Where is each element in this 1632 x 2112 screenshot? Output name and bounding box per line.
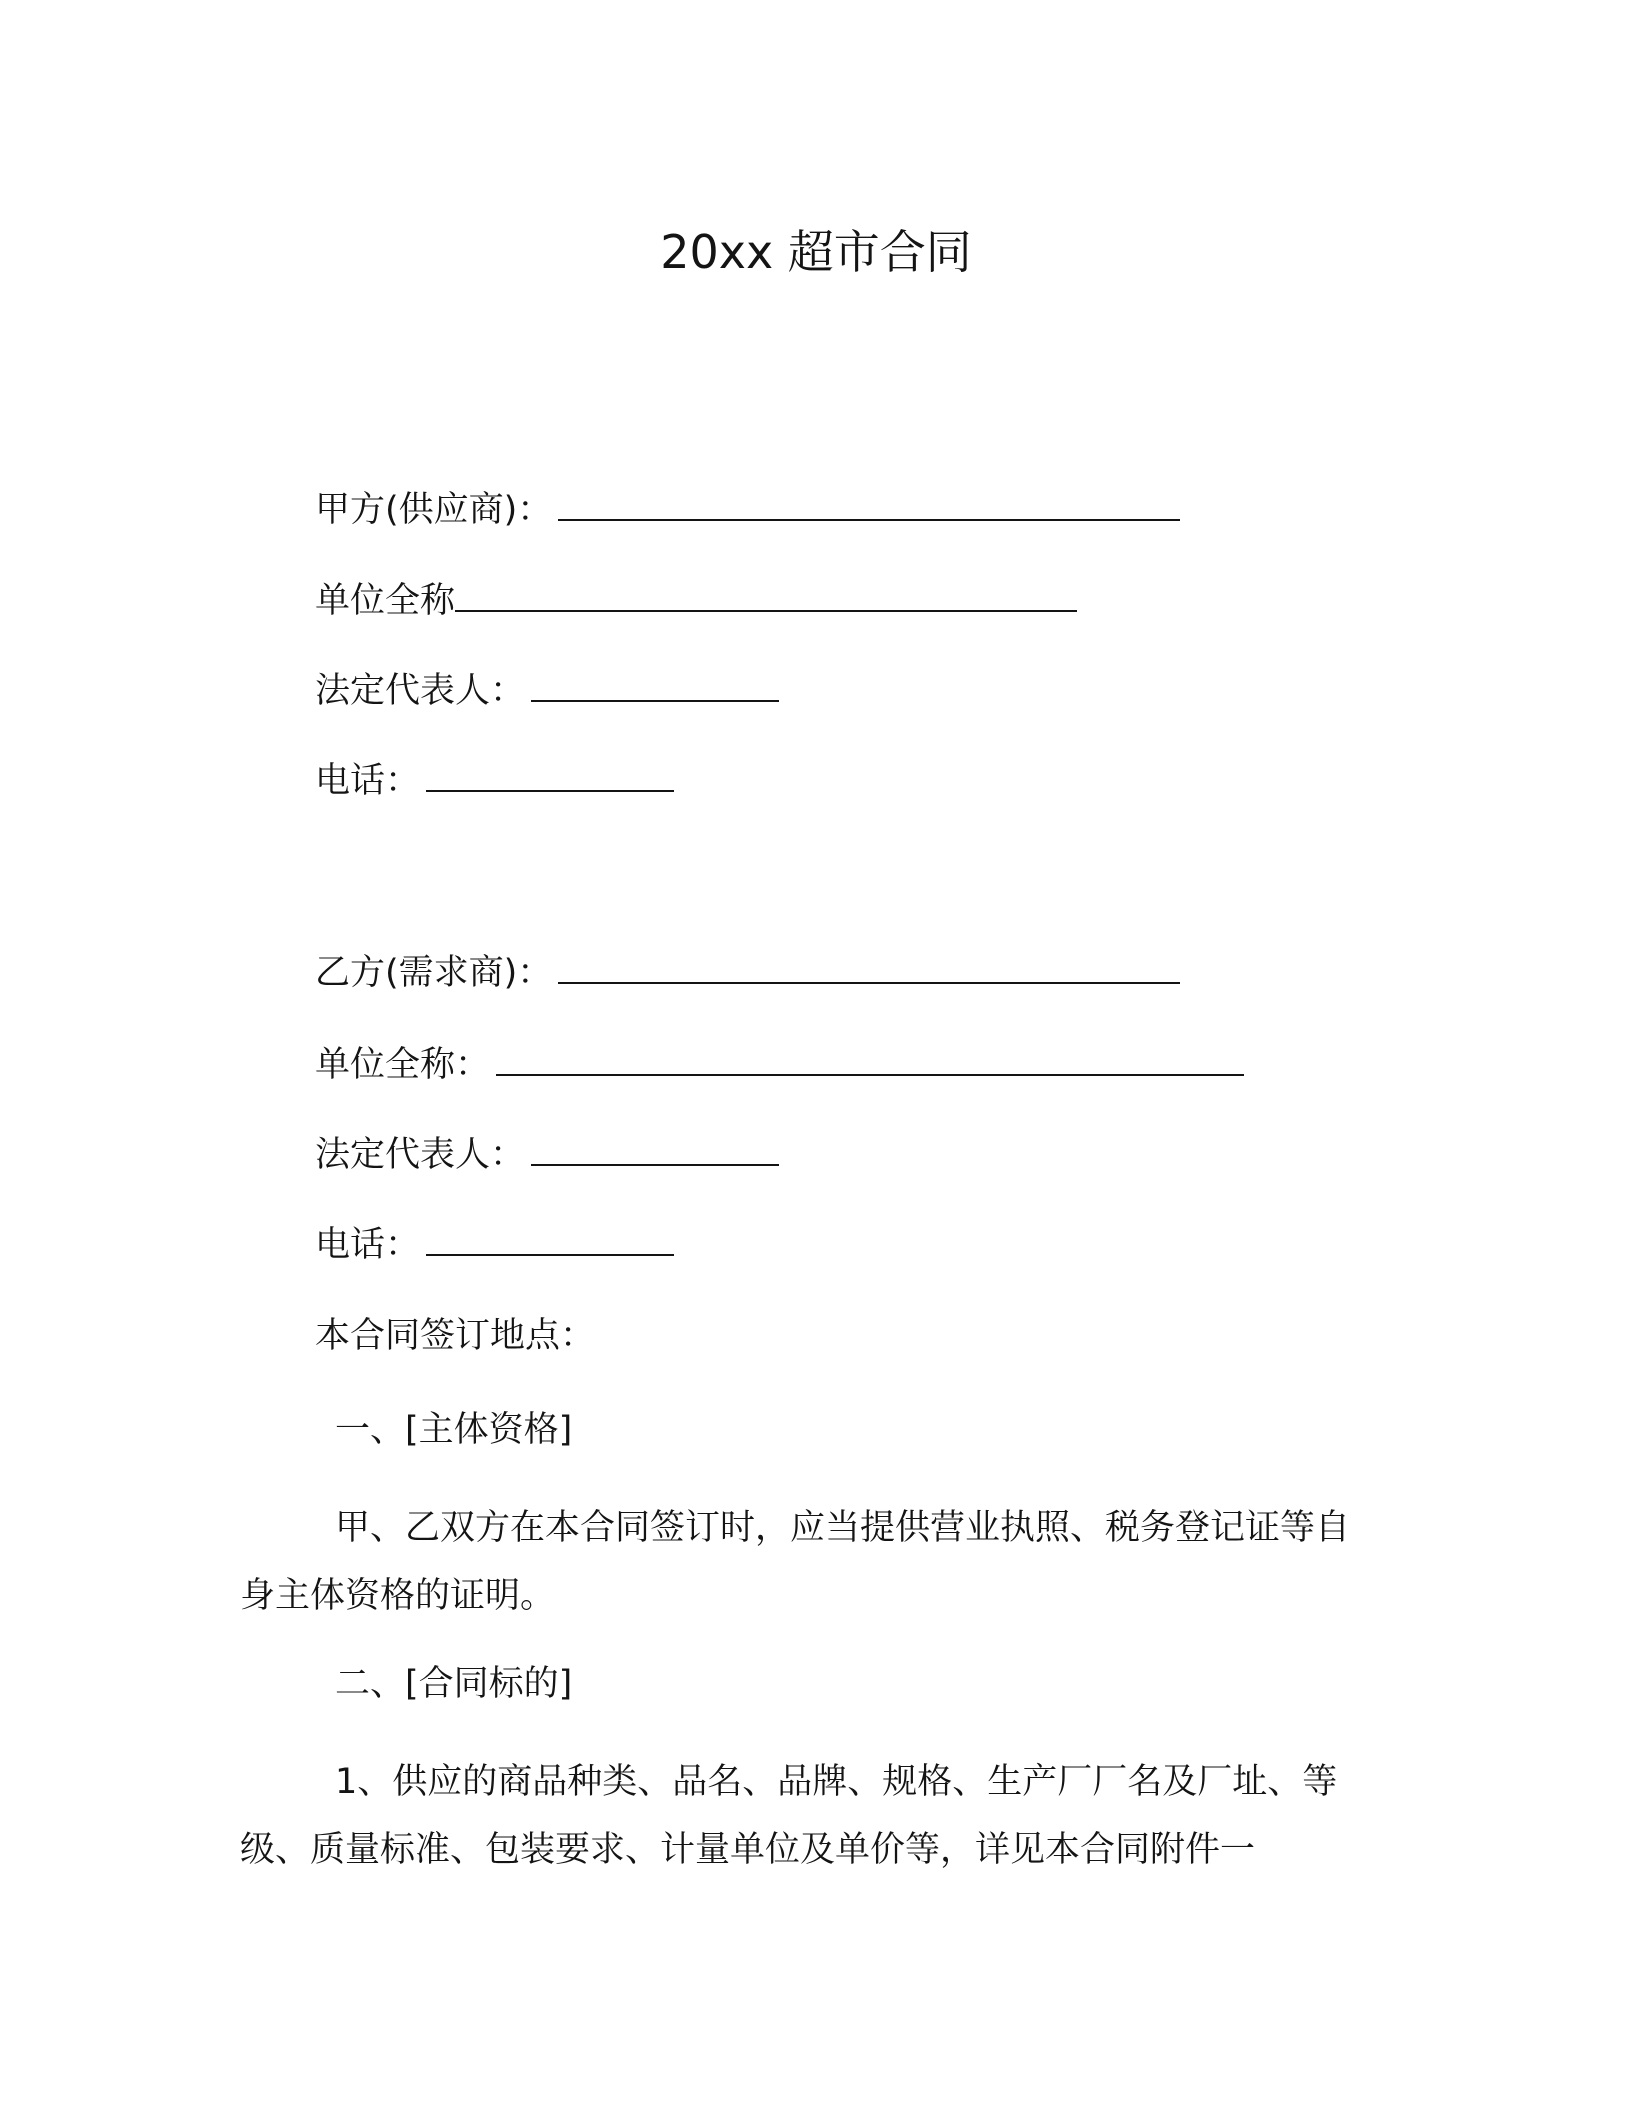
- section-1-heading: 一、[主体资格]: [335, 1410, 573, 1450]
- party-a-line: [315, 487, 1180, 532]
- party-a-legal-rep-blank[interactable]: [531, 668, 779, 702]
- party-a-phone-label: 电话：: [315, 761, 421, 801]
- party-a-unit-label: 单位全称: [315, 581, 456, 621]
- signing-place-label: 本合同签订地点：: [315, 1316, 596, 1356]
- party-a-unit-line: [315, 578, 1077, 623]
- party-b-blank[interactable]: [558, 950, 1180, 984]
- signing-place-line: [315, 1314, 595, 1358]
- party-b-legal-rep-label: 法定代表人：: [315, 1135, 526, 1175]
- party-b-legal-rep-line: [315, 1132, 779, 1177]
- party-b-label: 乙方(需求商)：: [315, 953, 553, 993]
- section-2-heading: 二、[合同标的]: [335, 1664, 573, 1704]
- section-1-paragraph: 甲、乙双方在本合同签订时，应当提供营业执照、税务登记证等自身主体资格的证明。: [240, 1508, 1351, 1616]
- party-a-phone-blank[interactable]: [426, 758, 674, 792]
- party-b-line: [315, 950, 1180, 995]
- party-b-phone-line: [315, 1222, 674, 1267]
- party-a-unit-blank[interactable]: [455, 578, 1077, 612]
- party-b-unit-label: 单位全称：: [315, 1045, 491, 1085]
- document-title: 20xx 超市合同: [660, 225, 972, 279]
- party-a-phone-line: [315, 758, 674, 803]
- party-b-legal-rep-blank[interactable]: [531, 1132, 779, 1166]
- party-a-blank[interactable]: [558, 487, 1180, 521]
- party-b-unit-blank[interactable]: [496, 1042, 1244, 1076]
- party-a-legal-rep-line: [315, 668, 779, 713]
- party-a-label: 甲方(供应商)：: [315, 490, 553, 530]
- party-b-phone-label: 电话：: [315, 1225, 421, 1265]
- party-b-unit-line: [315, 1042, 1244, 1087]
- party-a-legal-rep-label: 法定代表人：: [315, 671, 526, 711]
- section-2-paragraph: 1、供应的商品种类、品名、品牌、规格、生产厂厂名及厂址、等级、质量标准、包装要求、计量单位及单价等，详见本合同附件一: [240, 1762, 1338, 1870]
- party-b-phone-blank[interactable]: [426, 1222, 674, 1256]
